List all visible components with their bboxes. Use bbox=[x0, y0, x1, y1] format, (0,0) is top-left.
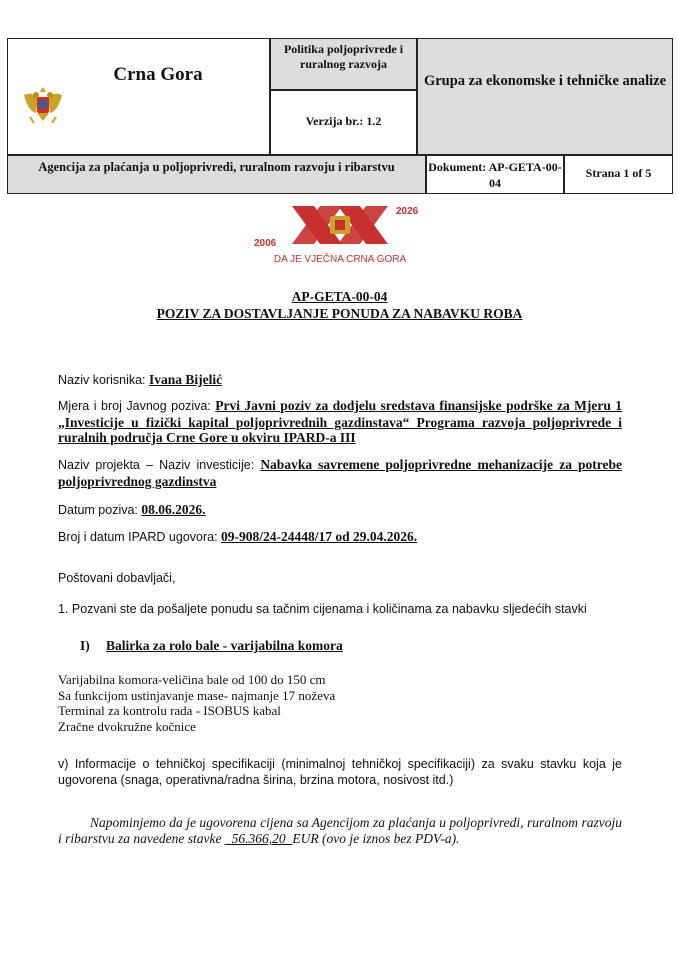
price-note bbox=[58, 815, 622, 847]
beneficiary-line bbox=[58, 372, 222, 389]
price-amount: _56.366,20_ bbox=[224, 831, 293, 846]
group-cell: Grupa za ekonomske i tehničke analize bbox=[417, 38, 673, 155]
section-title: Balirka za rolo bale - varijabilna komora bbox=[106, 638, 343, 653]
spec-item: Zračne dvokružne kočnice bbox=[58, 718, 196, 734]
invitation-item: 1. Pozvani ste da pošaljete ponudu sa tačnim cijenama i količinama za nabavku sljedećih stavki bbox=[58, 602, 587, 616]
contract-line bbox=[58, 529, 417, 546]
section-heading bbox=[80, 638, 343, 654]
measure-label: Mjera i broj Javnog poziva: bbox=[58, 399, 216, 413]
spec-list bbox=[58, 672, 335, 734]
greeting: Poštovani dobavljači, bbox=[58, 571, 176, 585]
agency-cell: Agencija za plaćanja u poljoprivredi, ruralnom razvoju i ribarstvu bbox=[7, 155, 426, 194]
contract-value: 09-908/24-24448/17 od 29.04.2026. bbox=[221, 529, 418, 544]
jubilee-slogan: DA JE VJEČNA CRNA GORA bbox=[273, 254, 407, 265]
jubilee-logo bbox=[250, 200, 430, 268]
spec-item: Sa funkcijom ustinjavanje mase- najmanje 17 noževa bbox=[58, 687, 336, 703]
document-title: POZIV ZA DOSTAVLJANJE PONUDA ZA NABAVKU ROBA bbox=[156, 306, 523, 321]
coat-of-arms-icon bbox=[20, 83, 66, 127]
version-cell: Verzija br.: 1.2 bbox=[270, 90, 417, 155]
spec-item: Varijabilna komora-veličina bale od 100 do 150 cm bbox=[58, 672, 326, 687]
date-value: 08.06.2026. bbox=[141, 502, 206, 517]
country-name: Crna Gora bbox=[113, 64, 203, 85]
document-code: AP-GETA-00-04 bbox=[291, 289, 388, 304]
jubilee-year-start: 2006 bbox=[254, 238, 277, 249]
measure-value: Prvi Javni poziv za dodjelu sredstava finansijske podrške za Mjeru 1 „Investicije u fizički kapital poljoprivrednih gazdinstava“ Programa razvoja poljoprivrede i ruralnih područja Crne Gore u okviru IPARD-a III bbox=[58, 398, 622, 445]
project-label: Naziv projekta – Naziv investicije: bbox=[58, 458, 261, 472]
project-line bbox=[58, 457, 622, 489]
spec-item: Terminal za kontrolu rada - ISOBUS kabal bbox=[58, 703, 281, 718]
document-header bbox=[7, 38, 673, 196]
date-line bbox=[58, 502, 206, 519]
beneficiary-label: Naziv korisnika: bbox=[58, 373, 149, 387]
header-country-cell bbox=[7, 38, 270, 155]
contract-label: Broj i datum IPARD ugovora: bbox=[58, 530, 222, 544]
page-number-cell: Strana 1 of 5 bbox=[564, 155, 673, 194]
price-note-text: Napominjemo da je ugovorena cijena sa Agencijom za plaćanja u poljoprivredi, ruralnom razvoju i ribarstvu za navedene stavke bbox=[58, 815, 622, 846]
jubilee-year-end: 2026 bbox=[396, 206, 419, 217]
tech-info: v) Informacije o tehničkoj specifikaciji (minimalnoj tehničkoj specifikaciji) za svaku stavku koja je ugovorena (snaga, operativna/radna širina, brzina motora, nosivost itd.) bbox=[58, 757, 622, 787]
project-value: Nabavka savremene poljoprivredne mehanizacije za potrebe poljoprivrednog gazdinstva bbox=[58, 457, 622, 489]
date-label: Datum poziva: bbox=[58, 503, 142, 517]
price-note-suffix: EUR (ovo je iznos bez PDV-a). bbox=[292, 831, 460, 846]
document-id-cell: Dokument: AP-GETA-00-04 bbox=[426, 155, 564, 194]
measure-line bbox=[58, 398, 622, 446]
beneficiary-value: Ivana Bijelić bbox=[149, 372, 223, 387]
policy-cell: Politika poljoprivrede i ruralnog razvoja bbox=[270, 38, 417, 90]
section-number: I) bbox=[80, 638, 90, 653]
